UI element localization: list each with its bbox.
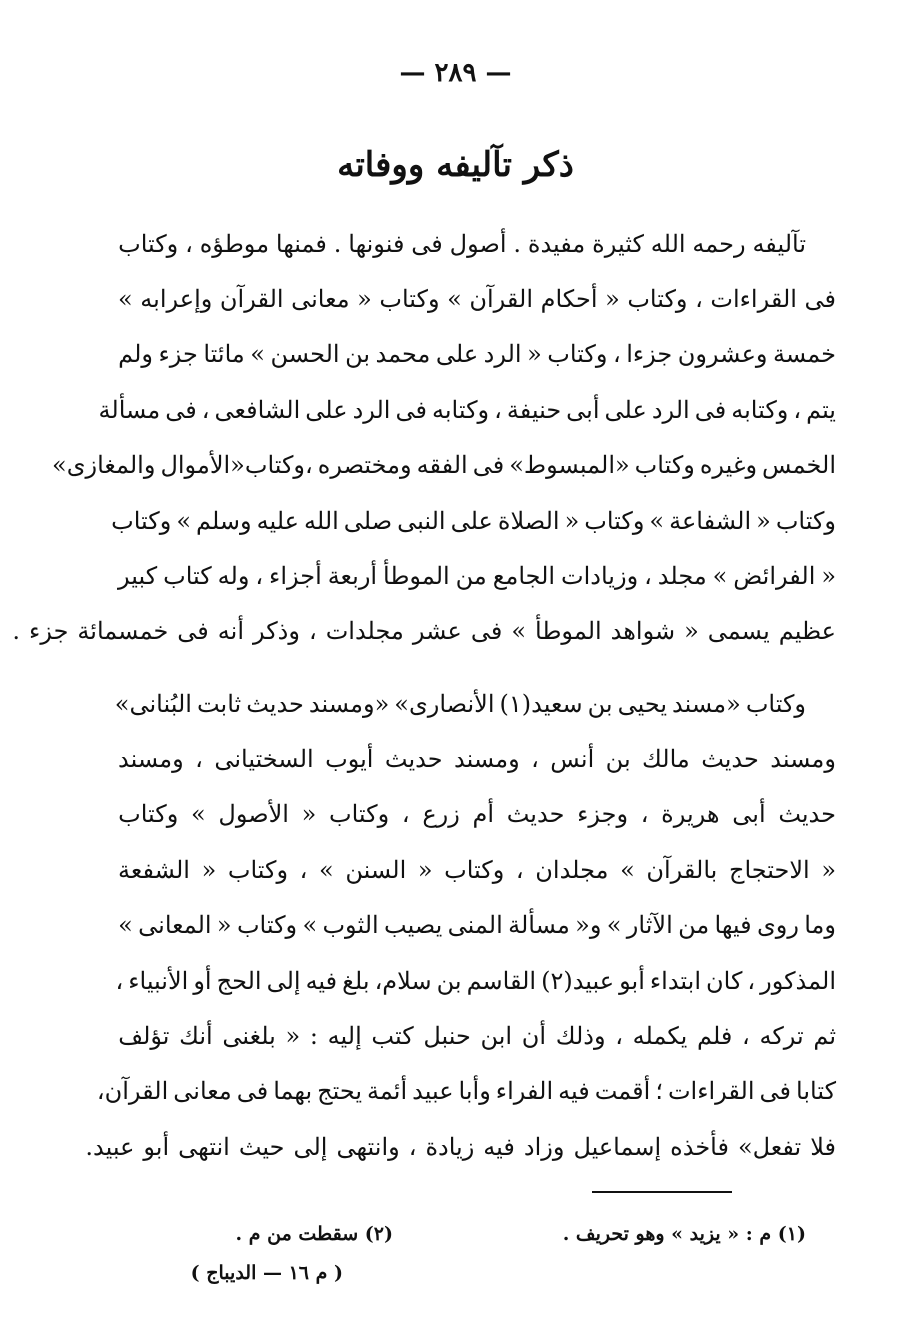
paragraph2-line: وما روى فيها من الآثار » و« مسألة المنى يصيب الثوب » وكتاب « المعانى » <box>118 911 836 940</box>
signature-mark: ( م ١٦ — الديباج ) <box>190 1262 343 1284</box>
paragraph-2 <box>85 676 836 1175</box>
paragraph2-line: ثم تركه ، فلم يكمله ، وذلك أن ابن حنبل كتب إليه : « بلغنى أنك تؤلف <box>118 1022 836 1051</box>
paragraph1-line: وكتاب « الشفاعة » وكتاب « الصلاة على النبى صلى الله عليه وسلم » وكتاب <box>111 506 836 535</box>
footnote-divider <box>592 1191 732 1193</box>
section-title: ذكر تآليفه ووفاته <box>337 145 574 185</box>
paragraph2-line: المذكور ، كان ابتداء أبو عبيد(٢) القاسم بن سلام، بلغ فيه إلى الحج أو الأنبياء ، <box>115 966 836 995</box>
paragraph1-line: فى القراءات ، وكتاب « أحكام القرآن » وكتاب « معانى القرآن وإعرابه » <box>118 285 836 314</box>
footnote-2: (٢) سقطت من م . <box>235 1223 393 1245</box>
paragraph1-line: خمسة وعشرون جزءا ، وكتاب « الرد على محمد بن الحسن » مائتا جزء ولم <box>118 340 836 369</box>
paragraph1-line: يتم ، وكتابه فى الرد على أبى حنيفة ، وكتابه فى الرد على الشافعى ، فى مسألة <box>98 395 836 424</box>
paragraph2-line: فلا تفعل» فأخذه إسماعيل وزاد فيه زيادة ، وانتهى إلى حيث انتهى أبو عبيد. <box>85 1132 836 1161</box>
footnote-1: (١) م : « يزيد » وهو تحريف . <box>562 1223 806 1245</box>
paragraph2-line: حديث أبى هريرة ، وجزء حديث أم زرع ، وكتاب « الأصول » وكتاب <box>118 800 836 829</box>
paragraph2-line: وكتاب «مسند يحيى بن سعيد(١) الأنصارى» «ومسند حديث ثابت البُنانى» <box>114 689 806 718</box>
paragraph1-line: « الفرائض » مجلد ، وزيادات الجامع من الموطأ أربعة أجزاء ، وله كتاب كبير <box>118 562 836 591</box>
paragraph1-line: تآليفه رحمه الله كثيرة مفيدة . أصول فى فنونها . فمنها موطؤه ، وكتاب <box>118 229 806 258</box>
paragraph1-line: الخمس وغيره وكتاب «المبسوط» فى الفقه ومختصره ،وكتاب«الأموال والمغازى» <box>52 451 836 480</box>
page-number: — ٢٨٩ — <box>399 58 512 88</box>
paragraph2-line: « الاحتجاج بالقرآن » مجلدان ، وكتاب « السنن » ، وكتاب « الشفعة <box>118 855 836 884</box>
paragraph1-line: عظيم يسمى « شواهد الموطأ » فى عشر مجلدات ، وذكر أنه فى خمسمائة جزء . <box>12 617 836 646</box>
paragraph2-line: كتابا فى القراءات ؛ أقمت فيه الفراء وأبا عبيد أئمة يحتج بهما فى معانى القرآن، <box>96 1077 836 1106</box>
paragraph-1 <box>12 216 836 659</box>
paragraph2-line: ومسند حديث مالك بن أنس ، ومسند حديث أيوب السختيانى ، ومسند <box>118 745 836 774</box>
